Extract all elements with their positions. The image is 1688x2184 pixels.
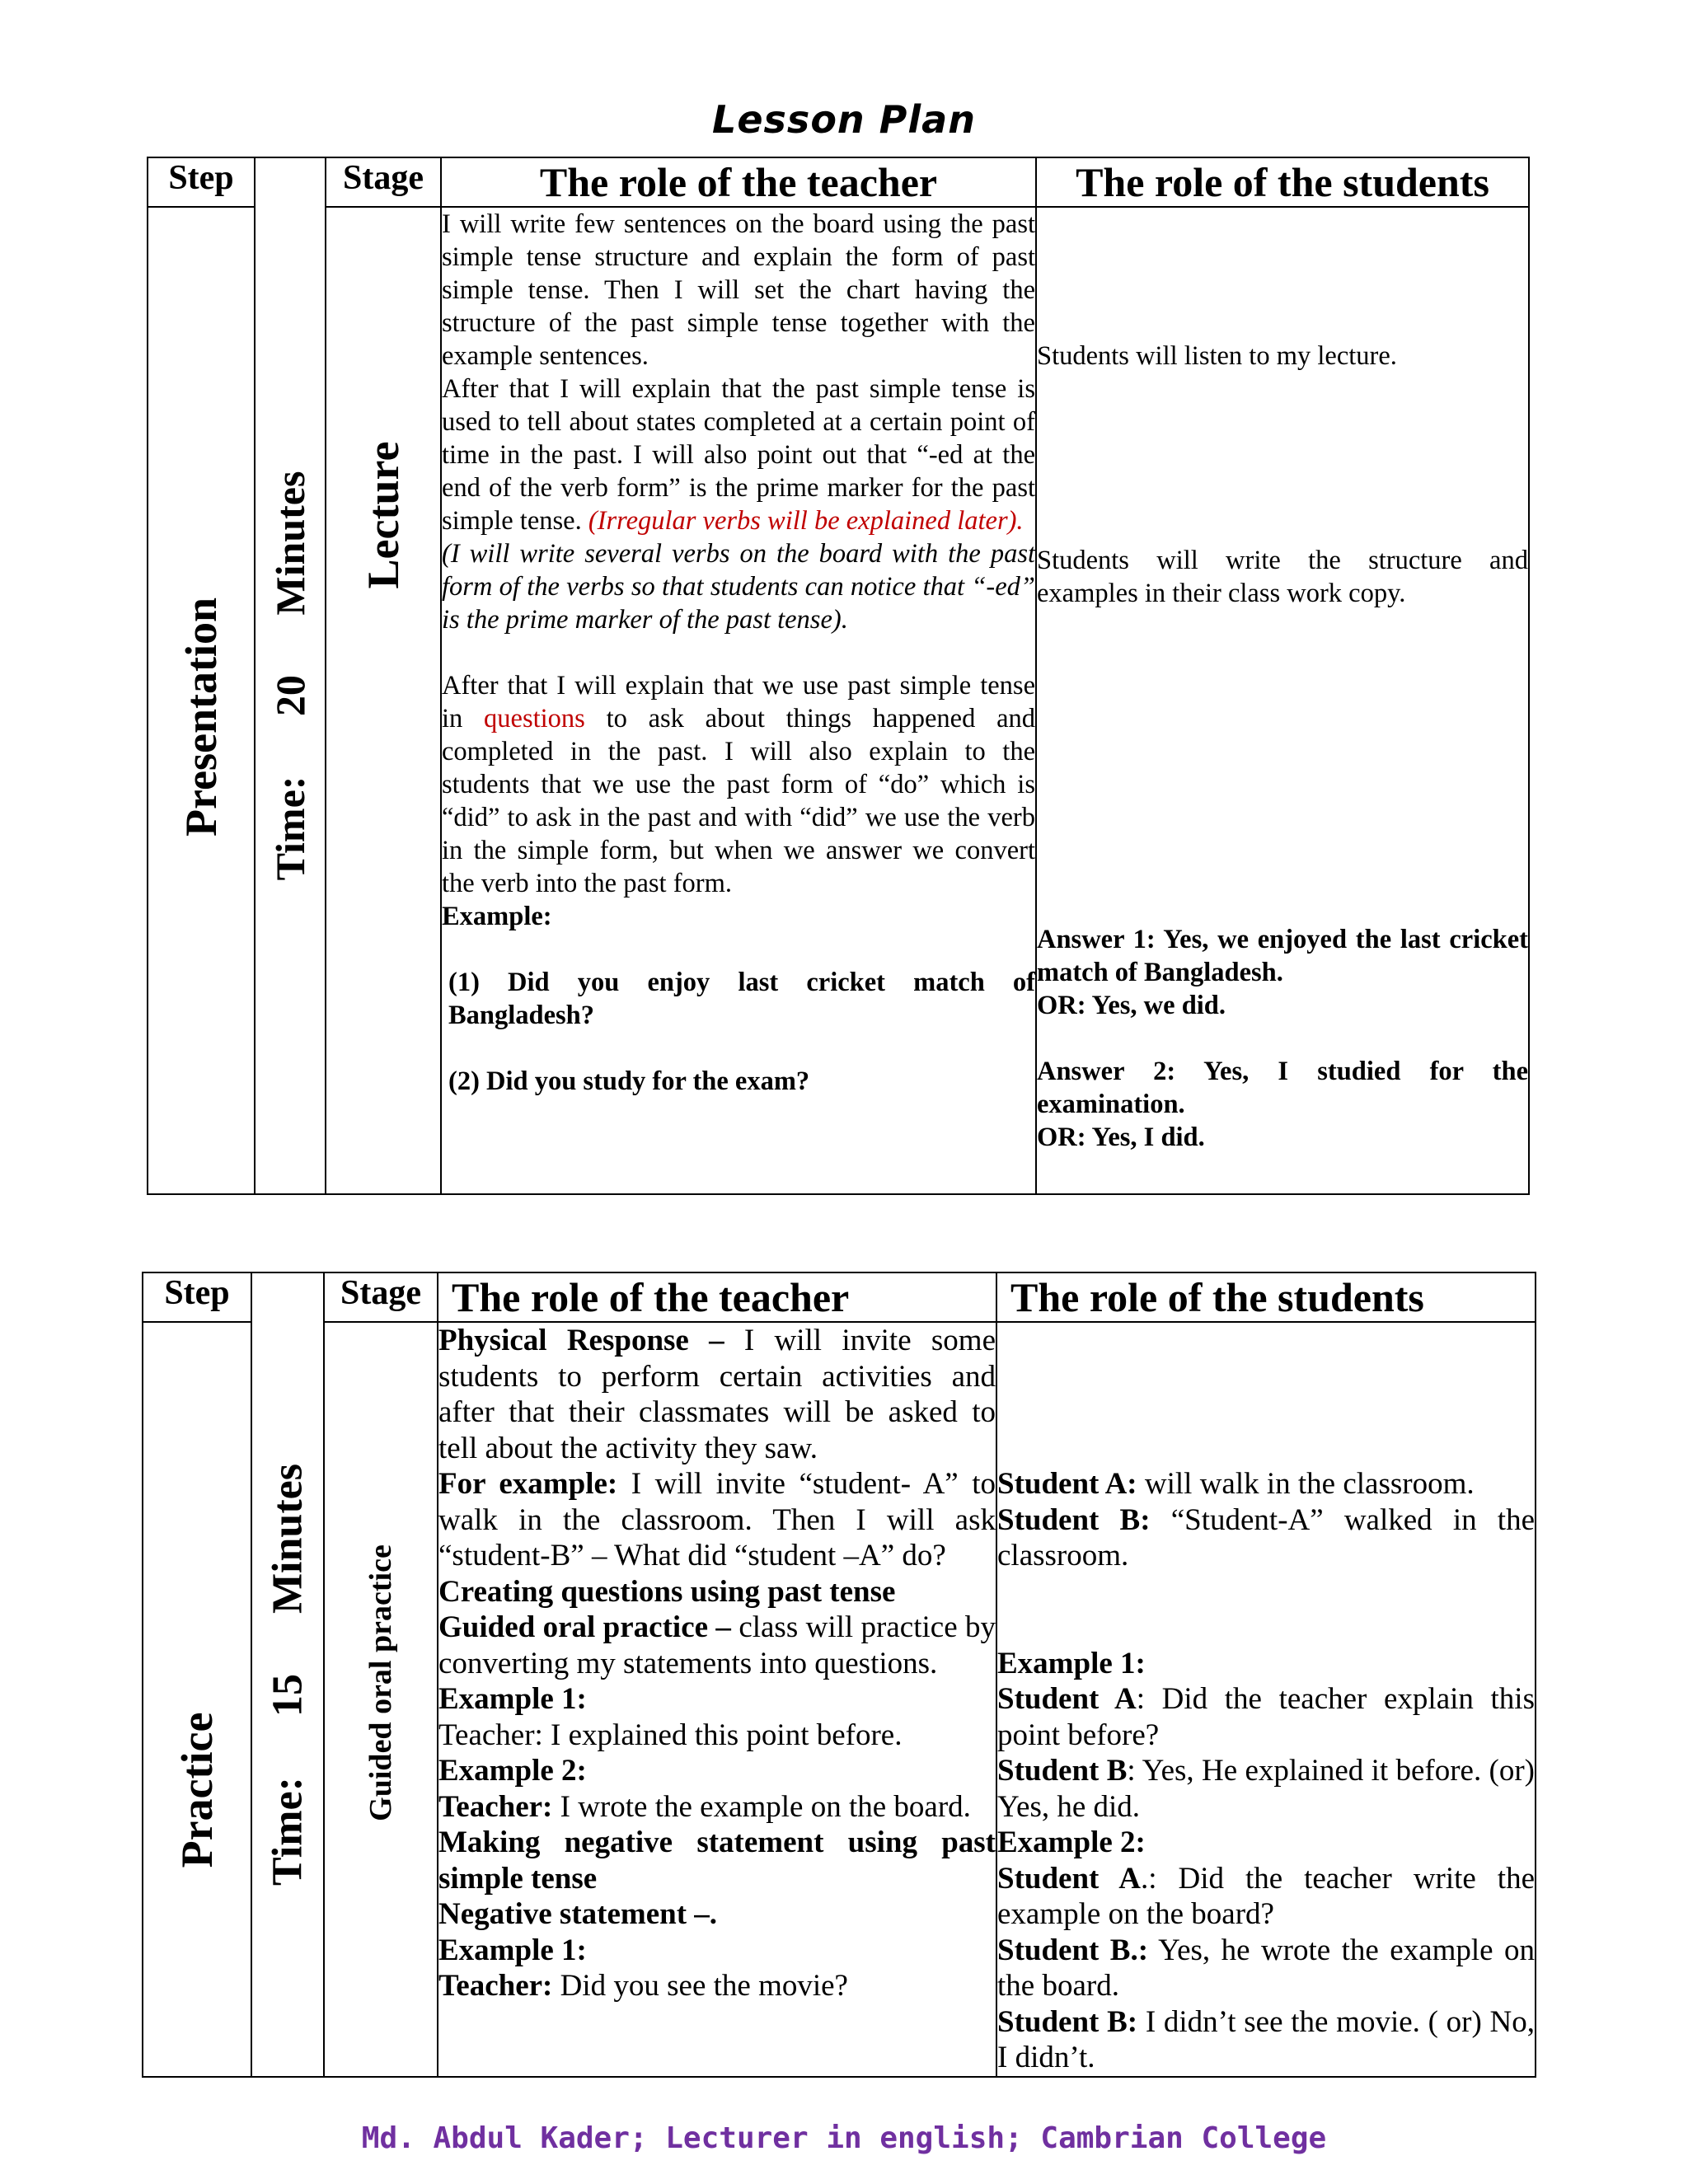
students-role-cell <box>1036 207 1529 1194</box>
practice-table <box>142 1272 1536 2078</box>
teacher-paragraph: I will write few sentences on the board using the past simple tense structure and explain the form of past simple tense. Then I will set the chart having the structure of the past simple tense together with the example sentences. <box>442 209 1035 371</box>
example-label: Example 1: <box>997 1646 1146 1680</box>
student-response: Student A: will walk in the classroom. <box>997 1467 1475 1501</box>
student-response: Student B: “Student-A” walked in the classroom. <box>997 1502 1535 1572</box>
step-cell <box>148 207 255 1194</box>
student-response: Student A.: Did the teacher write the example on the board? <box>997 1861 1536 1931</box>
footer-credit: Md. Abdul Kader; Lecturer in english; Cambrian College <box>361 2121 1327 2155</box>
header-stage: Stage <box>326 157 441 207</box>
student-answer: Answer 1: Yes, we enjoyed the last cricket match of Bangladesh. <box>1037 925 1528 987</box>
teacher-role-cell <box>441 207 1036 1194</box>
negative-label: Negative statement –. <box>438 1897 718 1931</box>
header-students-role: The role of the students <box>996 1272 1536 1322</box>
example-question: (2) Did you study for the exam? <box>448 1066 810 1096</box>
student-response: Student B: Yes, He explained it before. (or) Yes, he did. <box>997 1754 1535 1824</box>
teacher-paragraph: Physical Response – I will invite some students to perform certain activities and after that their classmates will be asked to tell about the activity they saw. <box>438 1324 996 1465</box>
page-title: Lesson Plan <box>712 97 976 142</box>
example-label: Example 1: <box>438 1933 587 1967</box>
header-teacher-role: The role of the teacher <box>438 1272 996 1322</box>
example-label: Example 2: <box>438 1754 587 1788</box>
student-activity: Students will write the structure and examples in their class work copy. <box>1037 546 1528 608</box>
teacher-paragraph: Guided oral practice – class will practice by converting my statements into questions. <box>438 1610 996 1680</box>
example-text: Teacher: Did you see the movie? <box>438 1969 848 2003</box>
stage-cell <box>324 1322 438 2077</box>
teacher-role-cell <box>438 1322 996 2077</box>
teacher-paragraph: For example: I will invite “student- A” to walk in the classroom. Then I will ask “student-B” – What did “student –A” do? <box>438 1467 996 1572</box>
section-heading: Making negative statement using past simple tense <box>438 1825 996 1896</box>
header-stage: Stage <box>324 1272 438 1322</box>
student-activity: Students will listen to my lecture. <box>1037 341 1397 371</box>
header-step: Step <box>148 157 255 207</box>
stage-name: Lecture <box>359 441 408 589</box>
example-text: Teacher: I explained this point before. <box>438 1718 903 1752</box>
example-label: Example 1: <box>438 1682 587 1716</box>
example-question: (1) Did you enjoy last cricket match of Bangladesh? <box>448 968 1035 1030</box>
section-heading: Creating questions using past tense <box>438 1574 896 1609</box>
teacher-paragraph: After that I will explain that we use past simple tense in questions to ask about things happened and completed in the past. I will also explain to the students that we use the past form of “do” which is “did” to ask in the past and with “did” we use the verb in the simple form, but when we answer we convert the verb into the past form. <box>442 671 1036 898</box>
example-label: Example 2: <box>997 1825 1146 1859</box>
irregular-note: (Irregular verbs will be explained later). <box>588 506 1024 536</box>
stage-cell <box>326 207 441 1194</box>
example-text: Teacher: I wrote the example on the board. <box>438 1789 971 1824</box>
stage-name: Guided oral practice <box>363 1544 398 1821</box>
student-answer: OR: Yes, we did. <box>1037 991 1226 1020</box>
header-step: Step <box>143 1272 251 1322</box>
step-name: Presentation <box>176 598 226 837</box>
teacher-paragraph: After that I will explain that the past simple tense is used to tell about states completed at a certain point of time in the past. I will also point out that “-ed at the end of the verb form” is the prime marker for the past simple tense. (Irregular verbs will be explained later). <box>442 374 1035 536</box>
student-response: Student A: Did the teacher explain this point before? <box>997 1682 1535 1752</box>
step-name: Practice <box>172 1712 222 1868</box>
time-cell <box>251 1272 324 2077</box>
step-cell <box>143 1322 251 2077</box>
student-answer: Answer 2: Yes, I studied for the examination. <box>1037 1057 1528 1119</box>
questions-highlight: questions <box>484 704 585 733</box>
teacher-paragraph: (I will write several verbs on the board with the past form of the verbs so that students can notice that “-ed” is the prime marker of the past tense). <box>442 539 1035 635</box>
time-label: Time: 20 Minutes <box>267 471 313 881</box>
student-answer: OR: Yes, I did. <box>1037 1122 1205 1152</box>
student-response: Student B: I didn’t see the movie. ( or) No, I didn’t. <box>997 2004 1535 2074</box>
header-teacher-role: The role of the teacher <box>441 157 1036 207</box>
student-response: Student B.: Yes, he wrote the example on the board. <box>997 1933 1535 2003</box>
time-cell <box>255 157 326 1194</box>
example-label: Example: <box>442 902 552 931</box>
students-role-cell <box>996 1322 1536 2077</box>
time-label: Time: 15 Minutes <box>264 1464 312 1886</box>
header-students-role: The role of the students <box>1036 157 1529 207</box>
presentation-table <box>147 157 1530 1195</box>
